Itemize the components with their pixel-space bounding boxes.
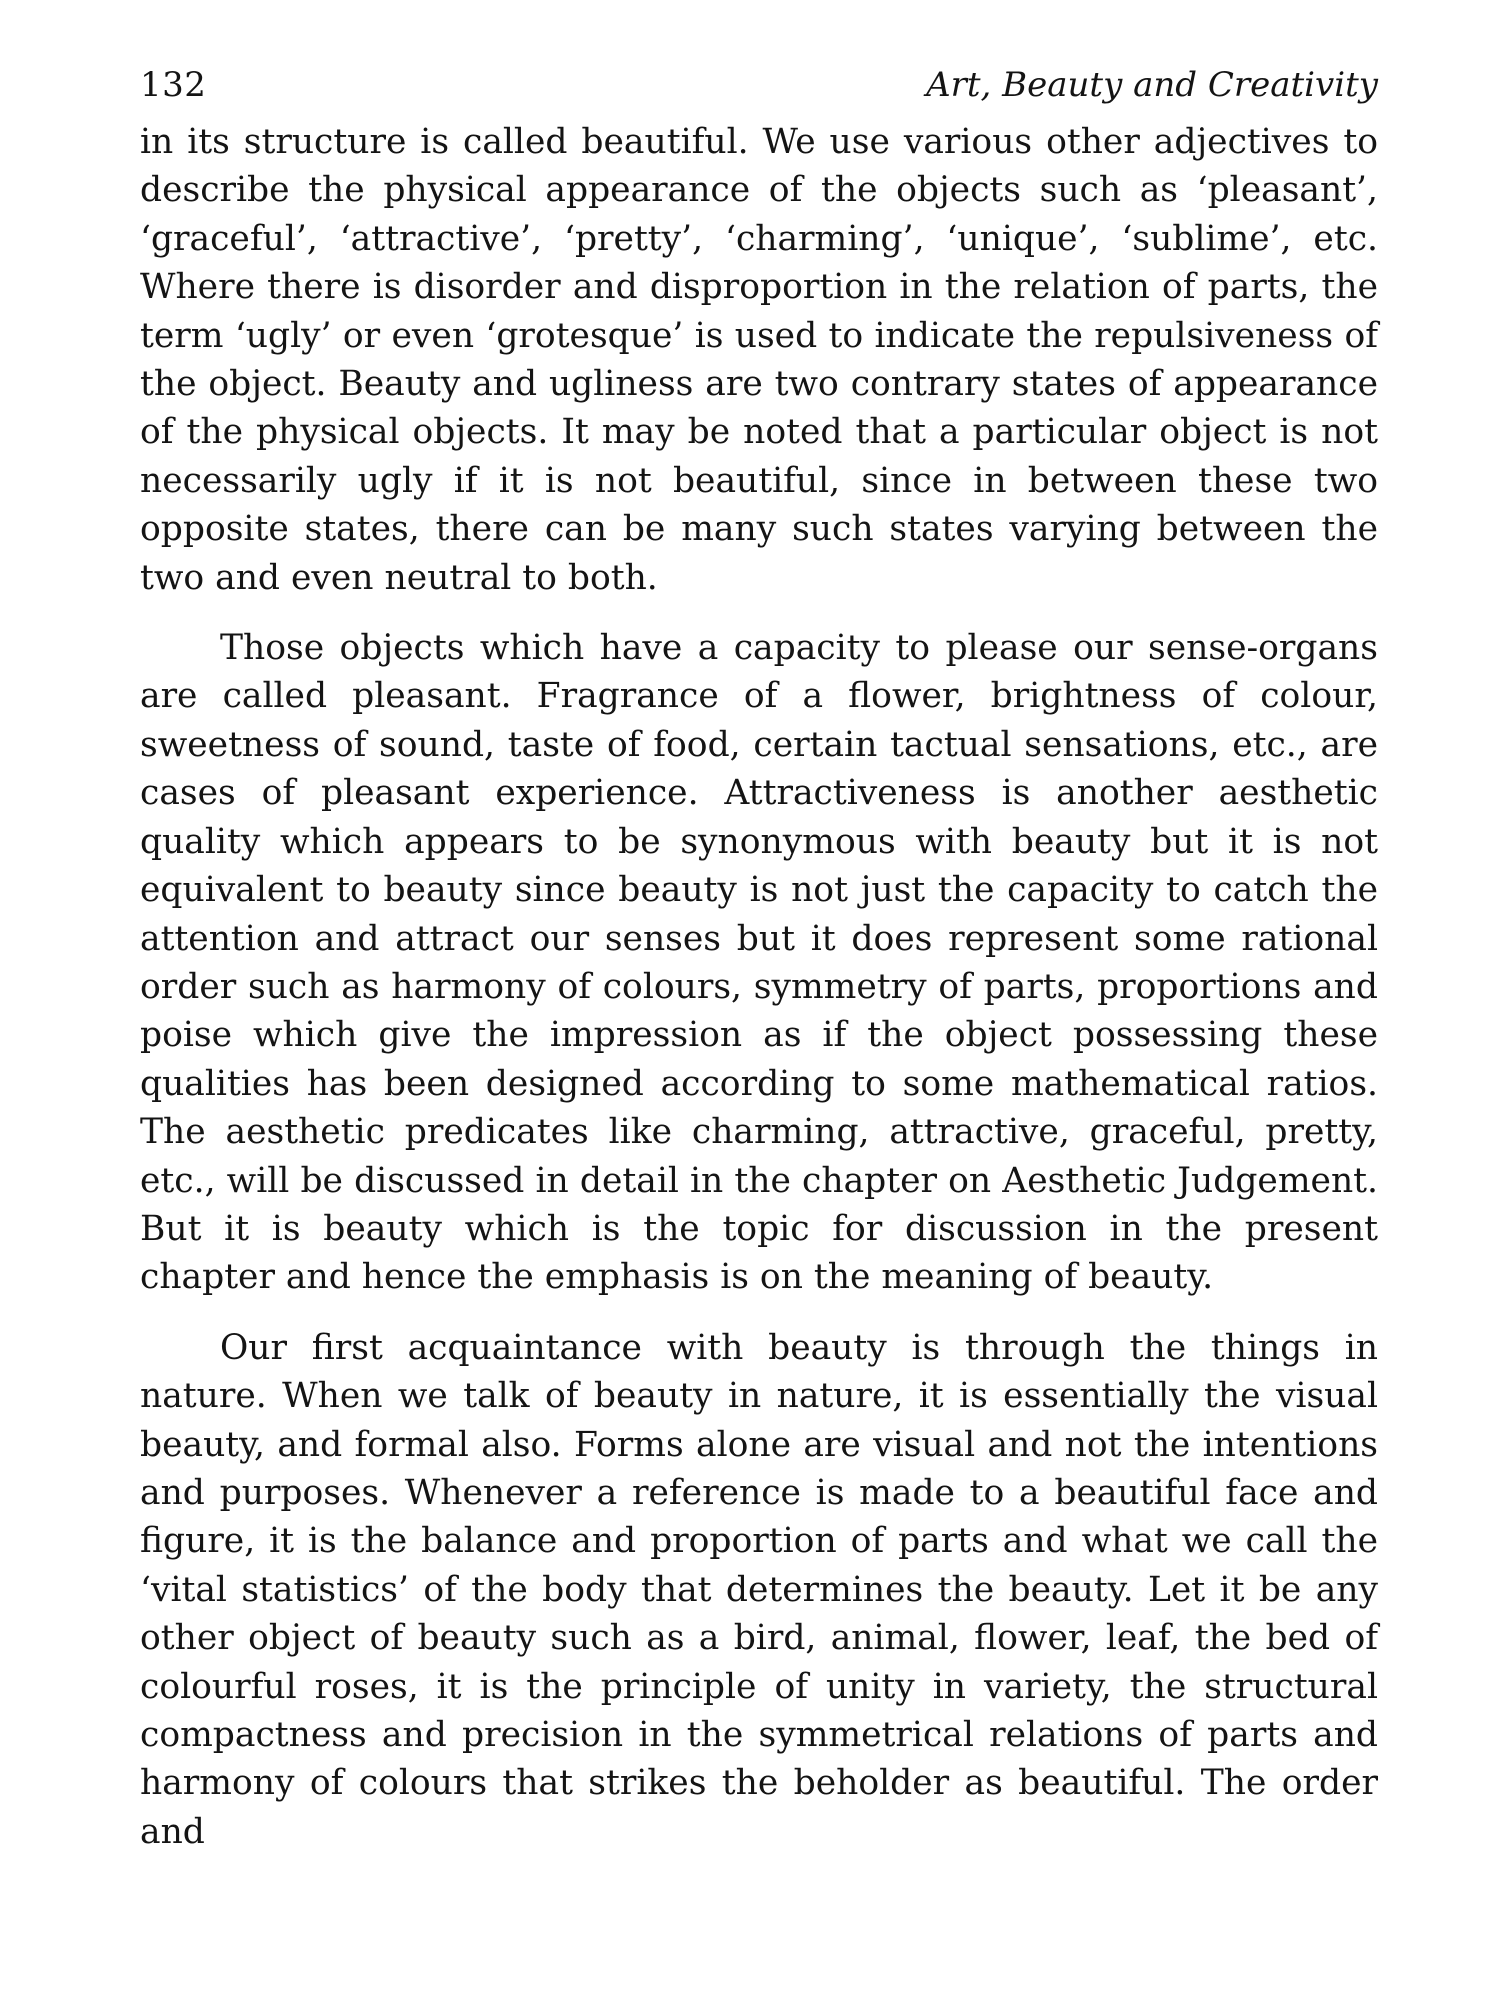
paragraph-pleasant-objects: Those objects which have a capacity to please our sense-organs are called pleasant. Fragrance of a flower, brightness of colour, sweetness of sound, taste of food, certain tactual sensations, etc., are cases of pleasant experience. Attractiveness is another aesthetic quality which appears to be synonymous with beauty but it is not equivalent to beauty since beauty is not just the capacity to catch the attention and attract our senses but it does represent some rational order such as harmony of colours, symmetry of parts, proportions and poise which give the impression as if the object possessing these qualities has been designed according to some mathematical ratios. The aesthetic predicates like charming, attractive, graceful, pretty, etc., will be discussed in detail in the chapter on Aesthetic Judgement. But it is beauty which is the topic for discussion in the present chapter and hence the emphasis is on the meaning of beauty. <box>140 628 1378 1298</box>
running-title: Art, Beauty and Creativity <box>926 65 1378 105</box>
paragraph-continuation: in its structure is called beautiful. We use various other adjectives to describe the physical appearance of the objects such as ‘pleasant’, ‘graceful’, ‘attractive’, ‘pretty’, ‘charming’, ‘unique’, ‘sublime’, etc. Where there is disorder and disproportion in the relation of parts, the term ‘ugly’ or even ‘grotesque’ is used to indicate the repulsiveness of the object. Beauty and ugliness are two contrary states of appearance of the physical objects. It may be noted that a particular object is not necessarily ugly if it is not beautiful, since in between these two opposite states, there can be many such states varying between the two and even neutral to both. <box>140 122 1378 598</box>
page-number: 132 <box>140 65 207 105</box>
paragraph-beauty-in-nature: Our first acquaintance with beauty is through the things in nature. When we talk of beauty in nature, it is essentially the visual beauty, and formal also. Forms alone are visual and not the intentions and purposes. Whenever a reference is made to a beautiful face and figure, it is the balance and proportion of parts and what we call the ‘vital statistics’ of the body that determines the beauty. Let it be any other object of beauty such as a bird, animal, flower, leaf, the bed of colourful roses, it is the principle of unity in variety, the structural compactness and precision in the symmetrical relations of parts and harmony of colours that strikes the beholder as beautiful. The order and <box>140 1327 1378 1852</box>
book-page <box>140 52 1378 1972</box>
running-head <box>140 52 1378 118</box>
